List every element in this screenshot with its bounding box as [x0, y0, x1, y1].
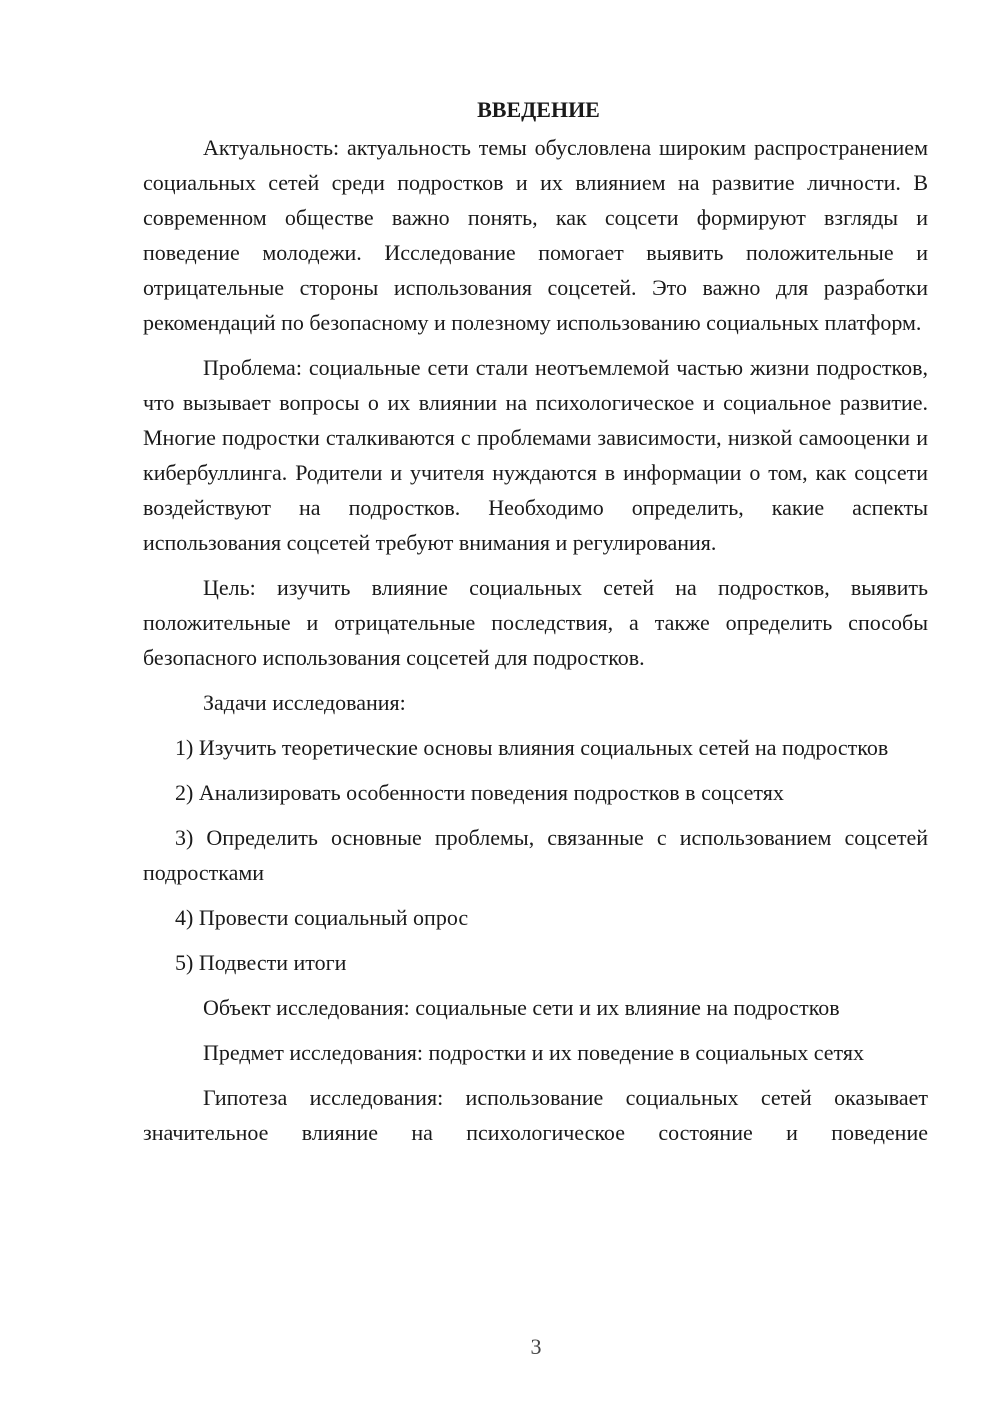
paragraph-problem: Проблема: социальные сети стали неотъемлемой частью жизни подростков, что вызывает вопросы о их влиянии на психологическое и социальное развитие. Многие подростки сталкиваются с проблемами зависимости, низкой самооценки и кибербуллинга. Родители и учителя нуждаются в информации о том, как соцсети воздействуют на подростков. Необходимо определить, какие аспекты использования соцсетей требуют внимания и регулирования. [143, 355, 928, 555]
task-item-1: 1) Изучить теоретические основы влияния социальных сетей на подростков [175, 735, 889, 760]
task-item-3: 3) Определить основные проблемы, связанные с использованием соцсетей подростками [143, 825, 928, 885]
task-item-4: 4) Провести социальный опрос [175, 905, 469, 930]
paragraph-object: Объект исследования: социальные сети и их влияние на подростков [203, 995, 840, 1020]
task-item-5: 5) Подвести итоги [175, 950, 347, 975]
tasks-heading: Задачи исследования: [203, 690, 406, 715]
paragraph-relevance: Актуальность: актуальность темы обусловлена широким распространением социальных сетей среди подростков и их влиянием на развитие личности. В современном обществе важно понять, как соцсети формируют взгляды и поведение молодежи. Исследование помогает выявить положительные и отрицательные стороны использования соцсетей. Это важно для разработки рекомендаций по безопасному и полезному использованию социальных платформ. [143, 135, 928, 335]
task-item-2: 2) Анализировать особенности поведения подростков в соцсетях [175, 780, 784, 805]
page-number: 3 [530, 1334, 542, 1359]
paragraph-hypothesis: Гипотеза исследования: использование социальных сетей оказывает значительное влияние на психологическое состояние и поведение [143, 1085, 928, 1145]
section-title: ВВЕДЕНИЕ [477, 97, 600, 122]
paragraph-goal: Цель: изучить влияние социальных сетей на подростков, выявить положительные и отрицательные последствия, а также определить способы безопасного использования соцсетей для подростков. [143, 575, 928, 670]
document-page [143, 92, 928, 1150]
paragraph-subject: Предмет исследования: подростки и их поведение в социальных сетях [203, 1040, 864, 1065]
